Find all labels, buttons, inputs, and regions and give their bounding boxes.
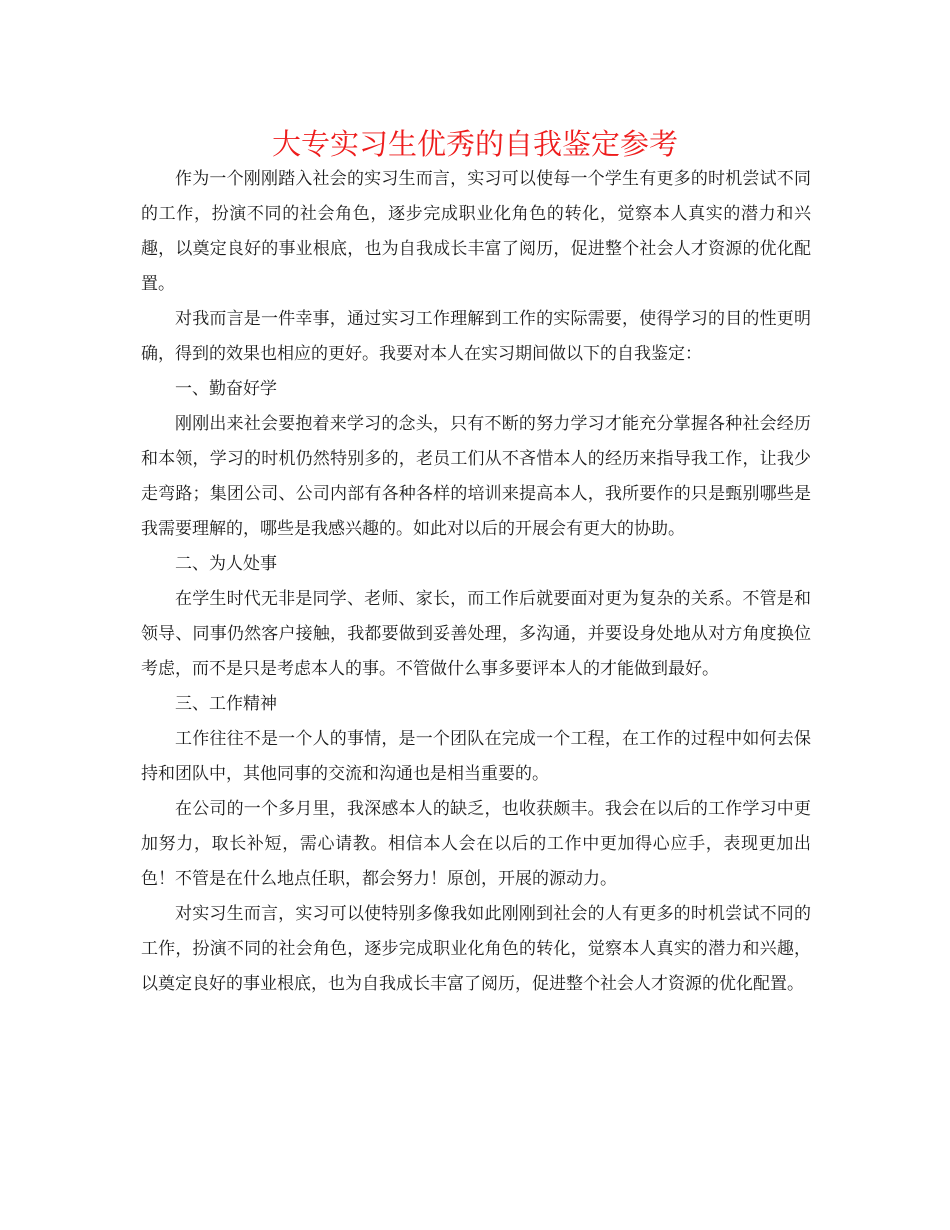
paragraph-fortune: 对我而言是一件幸事，通过实习工作理解到工作的实际需要，使得学习的目的性更明确，得到的效果也相应的更好。我要对本人在实习期间做以下的自我鉴定： <box>141 309 811 364</box>
paragraph-conduct: 在学生时代无非是同学、老师、家长，而工作后就要面对更为复杂的关系。不管是和领导、同事仍然客户接触，我都要做到妥善处理，多沟通，并要设身处地从对方角度换位考虑，而不是只是考虑本人的事。不管做什么事多要评本人的才能做到最好。 <box>141 589 811 679</box>
document-body <box>141 162 811 1002</box>
paragraph-reflection: 在公司的一个多月里，我深感本人的缺乏，也收获颇丰。我会在以后的工作学习中更加努力，取长补短，需心请教。相信本人会在以后的工作中更加得心应手，表现更加出色！不管是在什么地点任职，都会努力！原创，开展的源动力。 <box>141 799 811 889</box>
section-heading-conduct: 二、为人处事 <box>175 554 277 574</box>
paragraph-intro: 作为一个刚刚踏入社会的实习生而言，实习可以使每一个学生有更多的时机尝试不同的工作，扮演不同的社会角色，逐步完成职业化角色的转化，觉察本人真实的潜力和兴趣，以奠定良好的事业根底，也为自我成长丰富了阅历，促进整个社会人才资源的优化配置。 <box>141 169 811 294</box>
paragraph-work-spirit: 工作往往不是一个人的事情，是一个团队在完成一个工程，在工作的过程中如何去保持和团队中，其他同事的交流和沟通也是相当重要的。 <box>141 729 811 784</box>
paragraph-diligence: 刚刚出来社会要抱着来学习的念头，只有不断的努力学习才能充分掌握各种社会经历和本领，学习的时机仍然特别多的，老员工们从不吝惜本人的经历来指导我工作，让我少走弯路；集团公司、公司内部有各种各样的培训来提高本人，我所要作的只是甄别哪些是我需要理解的，哪些是我感兴趣的。如此对以后的开展会有更大的协助。 <box>141 414 811 539</box>
paragraph-conclusion: 对实习生而言，实习可以使特别多像我如此刚刚到社会的人有更多的时机尝试不同的工作，扮演不同的社会角色，逐步完成职业化角色的转化，觉察本人真实的潜力和兴趣，以奠定良好的事业根底，也为自我成长丰富了阅历，促进整个社会人才资源的优化配置。 <box>141 904 811 994</box>
section-heading-work-spirit: 三、工作精神 <box>175 694 277 714</box>
section-heading-diligence: 一、勤奋好学 <box>175 379 277 399</box>
document-title: 大专实习生优秀的自我鉴定参考 <box>271 127 678 161</box>
